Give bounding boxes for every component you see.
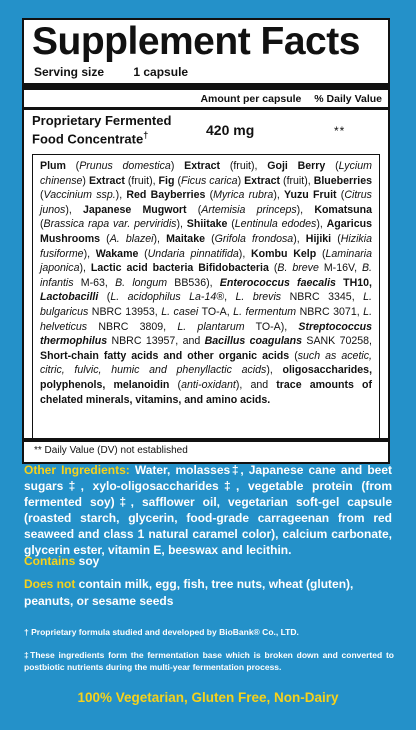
ingredient-segment: L. bulgaricus: [40, 291, 372, 318]
ingredient-segment: Lactic acid bacteria Bifidobacteria: [90, 262, 269, 275]
column-header-row: [24, 90, 388, 107]
ingredient-segment: (: [268, 262, 278, 275]
ingredient-list: [40, 160, 372, 406]
ingredient-segment: B. longum: [115, 276, 168, 289]
proprietary-blend-row: [24, 110, 388, 148]
ingredient-segment: NBRC 13957, and: [107, 335, 205, 348]
does-not-text: contain milk, egg, fish, tree nuts, wheat (gluten), peanuts, or sesame seeds: [24, 577, 354, 608]
ingredient-segment: NBRC 3071,: [296, 305, 364, 318]
ingredient-segment: (fruit),: [124, 174, 159, 187]
ingredient-segment: (fruit),: [220, 160, 268, 172]
ingredient-segment: (: [100, 232, 110, 245]
ingredient-segment: Short-chain fatty acids and other organic acids: [40, 349, 290, 362]
ingredient-segment: ),: [266, 364, 283, 377]
ingredient-segment: (: [138, 247, 148, 260]
ingredient-segment: (: [174, 174, 181, 187]
serving-size-row: [34, 65, 388, 79]
ingredient-segment: M-63,: [73, 276, 116, 289]
ingredient-segment: BB536),: [167, 276, 220, 289]
ingredient-segment: Extract: [88, 174, 125, 187]
footnote-fermentation: ‡These ingredients form the fermentation base which is broken down and converted to postbiotic nutrients during the multi-year fermentation process.: [24, 650, 394, 672]
ingredient-segment: Streptococcus thermophilus: [40, 320, 373, 348]
blend-name-line2: Food Concentrate: [32, 131, 144, 147]
blend-name: [32, 114, 171, 146]
tagline: 100% Vegetarian, Gluten Free, Non-Dairy: [77, 690, 339, 705]
ingredient-segment: SANK 70258,: [302, 335, 372, 348]
ingredient-segment: Kombu Kelp: [251, 247, 317, 260]
ingredient-segment: ),: [293, 232, 306, 245]
ingredient-segment: (: [227, 218, 235, 231]
ingredient-segment: (: [40, 189, 44, 202]
bottom-divider: [24, 438, 388, 442]
amount-per-capsule-header: Amount per capsule: [200, 93, 302, 105]
ingredient-segment: such as acetic, citric, fulvic, humic and phenyllactic acids: [40, 349, 372, 377]
contains-statement: [24, 554, 99, 568]
ingredient-segment: Yuzu Fruit: [284, 189, 337, 202]
allergen-free-statement: [24, 576, 392, 610]
serving-size-value: 1 capsule: [133, 65, 189, 79]
daily-value-header: % Daily Value: [314, 93, 382, 105]
ingredient-segment: Blueberries: [313, 174, 372, 187]
ingredient-segment: TO-A,: [198, 305, 234, 318]
ingredient-segment: ),: [115, 189, 127, 202]
ingredient-segment: ),: [273, 189, 285, 202]
dv-note: ** Daily Value (DV) not established: [34, 445, 188, 456]
ingredient-segment: L. brevis: [235, 291, 282, 304]
ingredient-segment: Komatsuna: [314, 203, 372, 216]
other-ingredients-text: Water, molasses‡, Japanese cane and beet sugars‡, xylo-oligosaccharides‡, vegetable protein (from fermented soy)‡, safflower oil, vegetarian soft-gel capsule (roasted starch, glycerin, food-grade carrageenan from red seaweed and class 1 natural caramel color), calcium carbonate, glycerin ester, vitamin E, beeswax and lecithin.: [24, 463, 392, 557]
ingredient-segment: ),: [296, 203, 315, 216]
ingredient-segment: B. breve: [277, 262, 319, 275]
ingredient-segment: (: [98, 291, 111, 304]
ingredient-segment: ): [82, 174, 89, 187]
ingredient-segment: Laminaria japonica: [40, 247, 372, 275]
ingredient-segment: Hizikia fusiforme: [40, 232, 372, 260]
ingredient-segment: Extract: [184, 160, 221, 172]
ingredient-segment: NBRC 3809,: [87, 320, 178, 333]
ingredient-segment: Lactobacilli: [40, 291, 99, 304]
ingredient-segment: A. blazei: [109, 232, 154, 245]
ingredient-segment: ),: [79, 262, 91, 275]
ingredient-segment: Citrus junos: [40, 189, 372, 216]
ingredient-segment: Fig: [158, 174, 175, 187]
ingredient-segment: Lentinula edodes: [234, 218, 317, 231]
ingredient-list-box: [32, 154, 380, 439]
ingredient-segment: Hijiki: [305, 232, 332, 245]
ingredient-segment: (: [205, 189, 214, 202]
ingredient-segment: trace amounts of chelated minerals, vitamins, and amino acids.: [40, 378, 372, 406]
ingredient-segment: Prunus domestica: [79, 160, 171, 172]
ingredient-segment: NBRC 13953,: [88, 305, 162, 318]
ingredient-segment: Bacillus coagulans: [204, 335, 303, 348]
ingredient-segment: Goji Berry: [267, 160, 326, 172]
ingredient-segment: Artemisia princeps: [201, 203, 297, 216]
ingredient-segment: (: [325, 160, 339, 172]
ingredient-segment: Wakame: [95, 247, 139, 260]
ingredient-segment: Brassica rapa var. perviridis: [43, 218, 177, 231]
ingredient-segment: Plum: [40, 160, 66, 172]
ingredient-segment: Vaccinium ssp.: [43, 189, 116, 202]
does-not-label: Does not: [24, 577, 76, 591]
ingredient-segment: Lycium chinense: [40, 160, 372, 187]
ingredient-segment: (: [289, 349, 298, 362]
ingredient-segment: Enterococcus faecalis: [219, 276, 336, 289]
dagger-mark: †: [143, 130, 149, 140]
ingredient-segment: ),: [316, 218, 327, 231]
ingredient-segment: (: [204, 232, 215, 245]
ingredient-segment: oligosaccharides, polyphenols, melanoidin: [40, 364, 373, 391]
ingredient-segment: M-16V,: [318, 262, 362, 275]
ingredient-segment: Red Bayberries: [126, 189, 206, 202]
ingredient-segment: Undaria pinnatifida: [147, 247, 239, 260]
ingredient-segment: NBRC 3345,: [281, 291, 364, 304]
ingredient-segment: ),: [83, 247, 96, 260]
ingredient-segment: (: [65, 160, 80, 172]
ingredient-segment: anti-oxidant: [181, 378, 236, 391]
ingredient-segment: ), and: [235, 378, 277, 391]
ingredient-segment: ),: [65, 203, 83, 216]
ingredient-segment: Agaricus Mushrooms: [40, 218, 372, 245]
other-ingredients: [24, 462, 392, 558]
ingredient-segment: ,: [224, 291, 236, 304]
panel-title: Supplement Facts: [32, 20, 360, 63]
ingredient-segment: TH10,: [335, 276, 372, 289]
ingredient-segment: Maitake: [166, 232, 205, 245]
ingredient-segment: Myrica rubra: [213, 189, 274, 202]
ingredient-segment: ): [170, 160, 185, 172]
ingredient-segment: L. acidophilus La-14®: [110, 291, 225, 304]
blend-name-line1: Proprietary Fermented: [32, 113, 172, 128]
contains-label: Contains: [24, 554, 76, 568]
ingredient-segment: L. casei: [161, 305, 199, 318]
ingredient-segment: ),: [176, 218, 187, 231]
ingredient-segment: Japanese Mugwort: [82, 203, 187, 216]
footnote-proprietary: † Proprietary formula studied and developed by BioBank® Co., LTD.: [24, 627, 299, 637]
supplement-facts-panel: [22, 18, 390, 464]
ingredient-segment: Grifola frondosa: [214, 232, 294, 245]
ingredient-segment: (: [316, 247, 326, 260]
ingredient-segment: Ficus carica: [180, 174, 238, 187]
ingredient-segment: L. helveticus: [40, 305, 373, 333]
ingredient-segment: TO-A),: [244, 320, 299, 333]
thick-divider: [24, 83, 388, 90]
ingredient-segment: (fruit),: [280, 174, 314, 187]
ingredient-segment: B. infantis: [40, 262, 372, 289]
ingredient-segment: L. plantarum: [177, 320, 245, 333]
ingredient-segment: ): [237, 174, 245, 187]
ingredient-segment: Extract: [244, 174, 281, 187]
ingredient-segment: (: [336, 189, 345, 202]
ingredient-segment: L. fermentum: [233, 305, 297, 318]
blend-dv: **: [334, 124, 346, 138]
ingredient-segment: ),: [153, 232, 167, 245]
ingredient-segment: (: [40, 218, 44, 231]
serving-size-label: Serving size: [34, 65, 105, 79]
ingredient-segment: Shiitake: [186, 218, 228, 231]
blend-amount: 420 mg: [206, 122, 255, 138]
ingredient-segment: (: [169, 378, 182, 391]
ingredient-segment: ),: [238, 247, 252, 260]
ingredient-segment: (: [331, 232, 341, 245]
contains-text: soy: [75, 554, 100, 568]
ingredient-segment: (: [186, 203, 202, 216]
other-ingredients-label: Other Ingredients:: [24, 463, 130, 477]
